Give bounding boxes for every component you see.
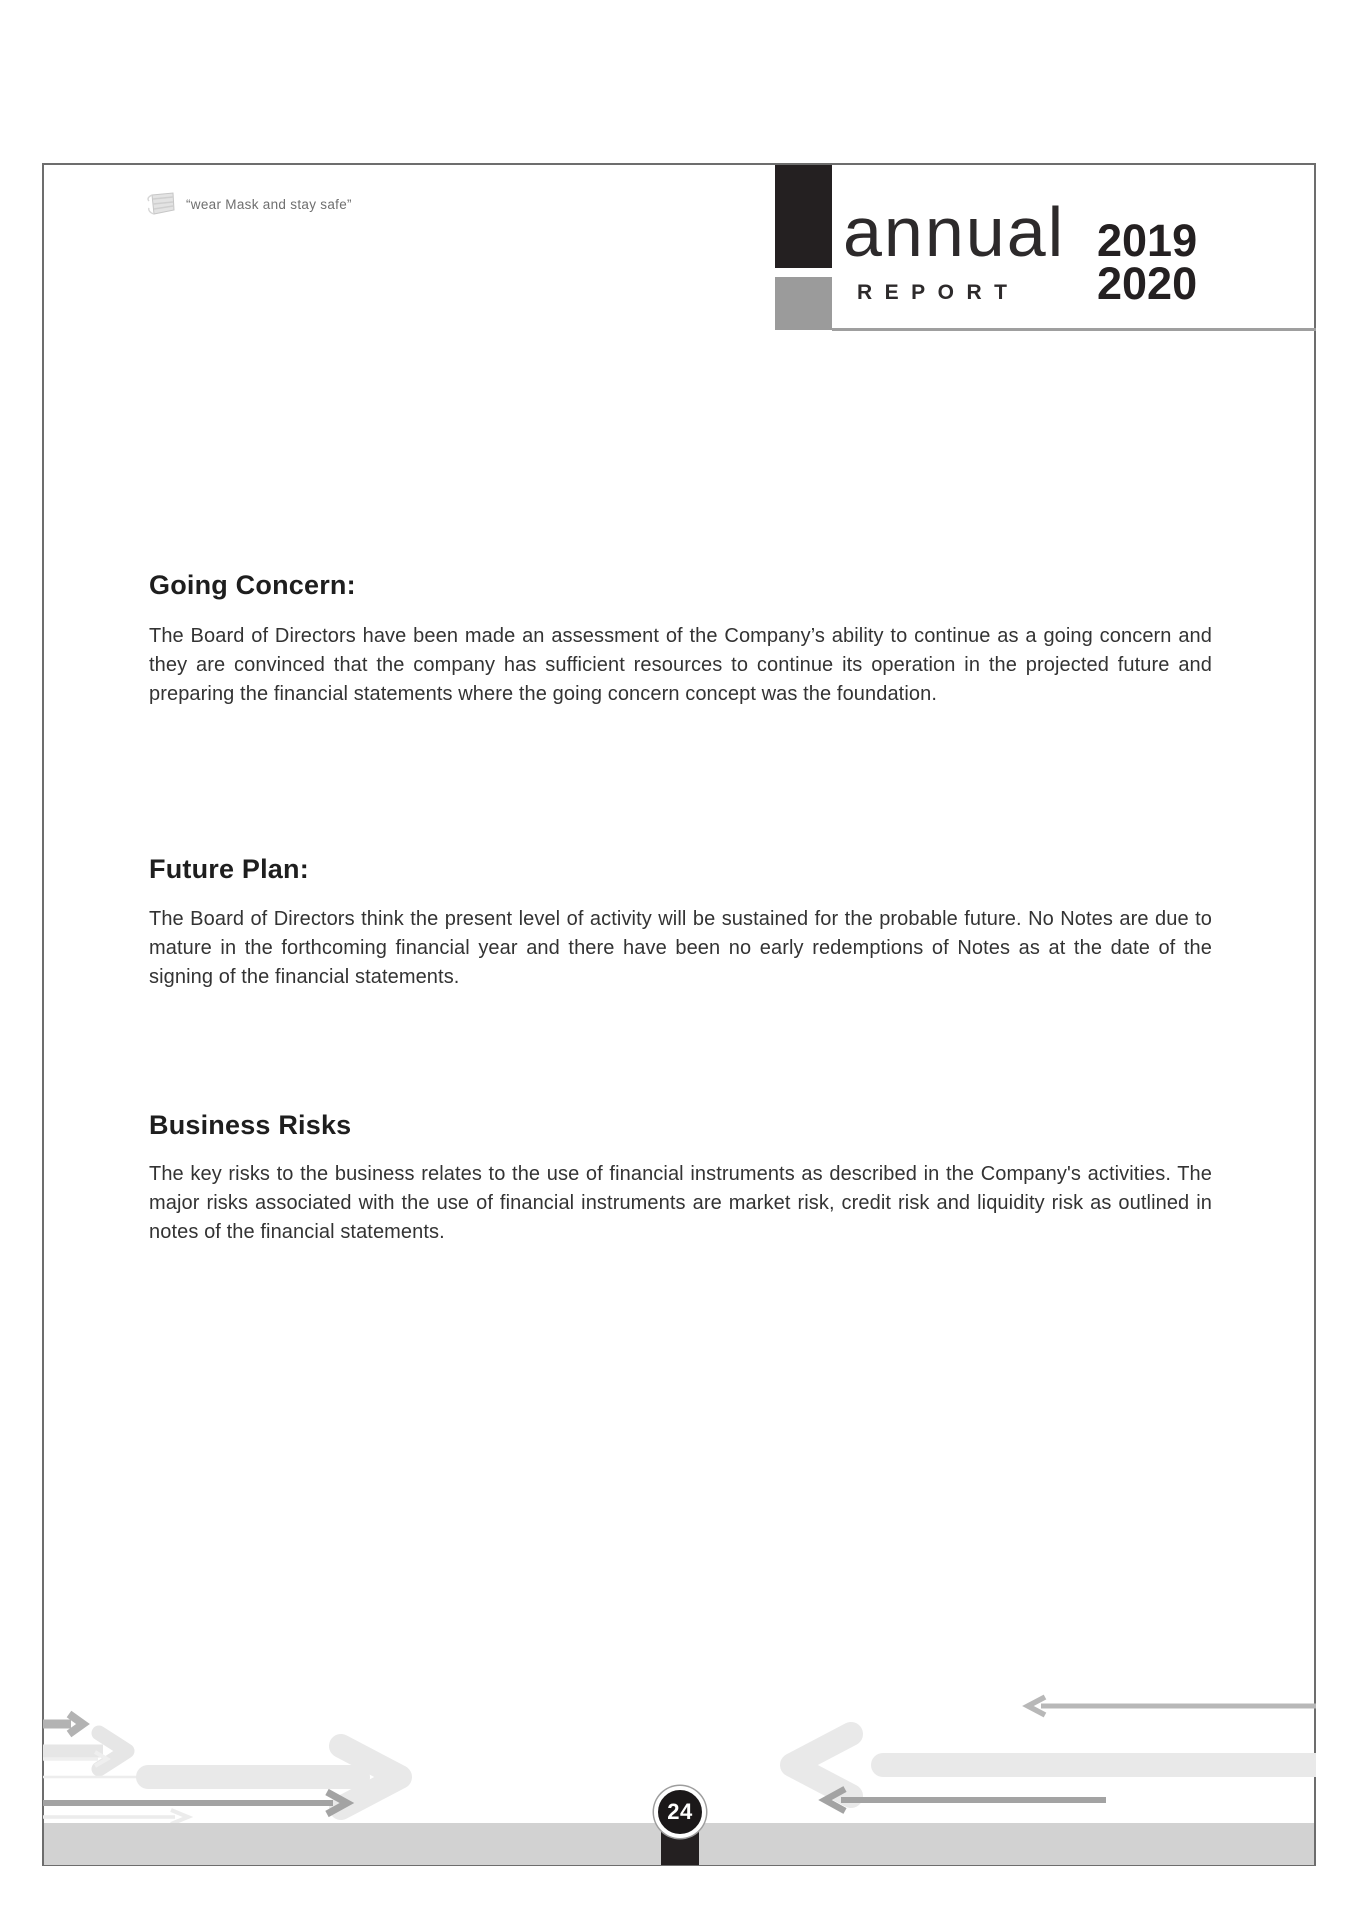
section-heading-going-concern: Going Concern:	[149, 570, 356, 600]
mask-note-group	[146, 190, 352, 218]
section-heading-future-plan: Future Plan:	[149, 854, 309, 884]
logo-years	[1097, 215, 1198, 309]
face-mask-icon	[146, 190, 178, 218]
left-arrow-big-light-icon	[43, 1733, 127, 1769]
page-number: 24	[667, 1799, 693, 1824]
section-body-going-concern: The Board of Directors have been made an assessment of the Company’s ability to continue as a going concern and they are convinced that the company has sufficient resources to continue its operation in the projected future and preparing the financial statements where the going concern concept was the foundation.	[149, 625, 1212, 705]
right-arrow-big-light-icon	[792, 1734, 1316, 1796]
left-arrow-small-gray-icon	[43, 1714, 83, 1734]
logo-black-block	[775, 165, 832, 268]
mask-note-text: “wear Mask and stay safe”	[186, 196, 352, 212]
logo-underline	[832, 328, 1316, 331]
logo-annual-text: annual	[843, 193, 1066, 271]
left-arrow-long-gray-icon	[43, 1792, 347, 1814]
page-border	[42, 163, 1316, 1866]
logo-gray-block	[775, 277, 832, 330]
logo-year-top: 2019	[1097, 215, 1198, 266]
section-heading-business-risks: Business Risks	[149, 1110, 352, 1140]
left-arrow-bottom-light-icon	[43, 1810, 188, 1824]
section-body-business-risks: The key risks to the business relates to the use of financial instruments as described in the Company's activities. The major risks associated with the use of financial instruments are market risk, credit risk and liquidity risk as outlined in notes of the financial statements.	[149, 1163, 1212, 1243]
section-body-future-plan: The Board of Directors think the present level of activity will be sustained for the probable future. No Notes are due to mature in the forthcoming financial year and there have been no early redemptions of Notes as at the date of the signing of the financial statements.	[149, 908, 1212, 988]
right-arrow-long-gray-icon	[825, 1789, 1106, 1811]
logo-report-text: REPORT	[857, 281, 1020, 304]
logo-year-bottom: 2020	[1097, 258, 1198, 309]
right-arrow-small-gray-icon	[1028, 1697, 1316, 1715]
page-number-badge	[654, 1786, 706, 1838]
